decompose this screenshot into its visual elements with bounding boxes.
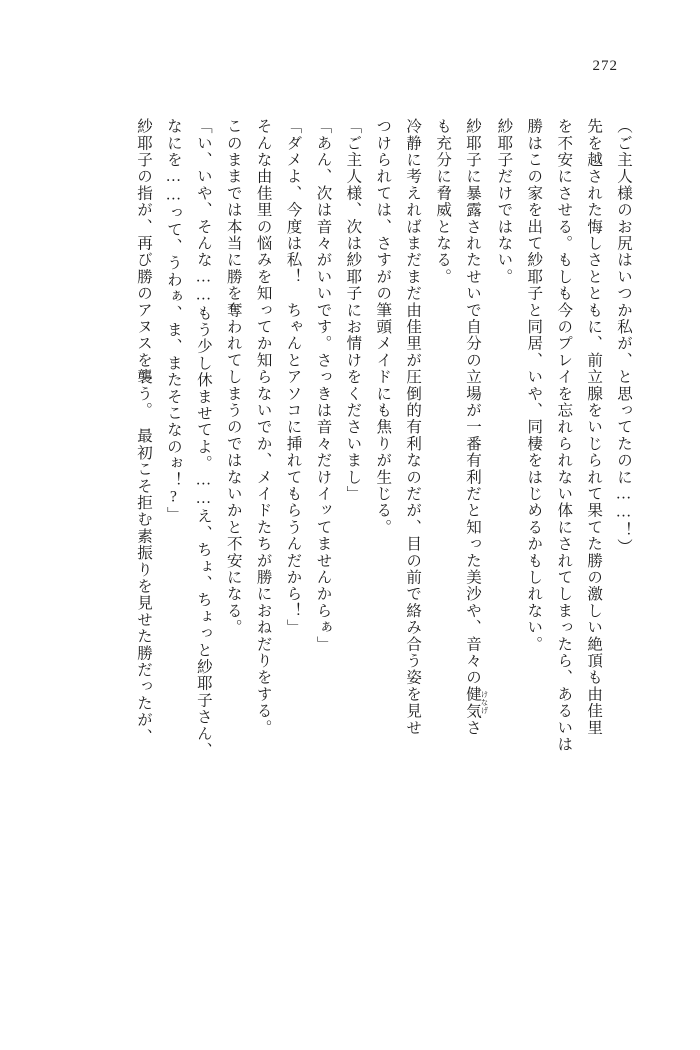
body-line: 先を越された悔しさとともに、前立腺をいじられて果てた勝の激しい絶頂も由佳里 [585, 118, 603, 736]
body-line: このままでは本当に勝を奪われてしまうのではないかと不安になる。 [224, 118, 242, 636]
body-line: 「ご主人様、次は紗耶子にお情けをくださいまし」 [344, 118, 362, 503]
body-line: なにを……って、うわぁ、ま、またそこなのぉ！?」 [164, 118, 182, 524]
body-line: を不安にさせる。もしも今のプレイを忘れられない体にされてしまったら、あるいは [555, 118, 573, 753]
body-line: 「あん、次は音々がいいです。さっきは音々だけイッてませんからぁ」 [314, 118, 332, 653]
body-line: そんな由佳里の悩みを知ってか知らないでか、メイドたちが勝におねだりをする。 [254, 118, 272, 736]
page-number: 272 [592, 58, 618, 74]
body-line: 「ダメよ、今度は私！ ちゃんとアソコに挿れてもらうんだから！」 [284, 118, 302, 636]
body-line: 「い、いや、そんな……もう少し休ませてよ。……え、ちょ、ちょっと紗耶子さん、 [194, 118, 212, 759]
ruby-kenage: 健気 けなげ [463, 685, 489, 720]
body-line: 冷静に考えればまだまだ由佳里が圧倒的有利なのだが、目の前で絡み合う姿を見せ [404, 118, 422, 736]
body-line: 紗耶子だけではない。 [495, 118, 513, 285]
body-line: （ご主人様のお尻はいつか私が、と思ってたのに……！） [615, 118, 632, 556]
body-line: つけられては、さすがの筆頭メイドにも焦りが生じる。 [374, 118, 392, 536]
body-line-with-ruby: 紗耶子に暴露されたせいで自分の立場が一番有利だと知った美沙や、音々の健気 けなげさ [463, 118, 489, 736]
page-body-text [62, 118, 638, 956]
body-paragraph [128, 118, 638, 956]
body-line: も充分に脅威となる。 [434, 118, 452, 285]
body-line: 紗耶子の指が、再び勝のアヌスを襲う。 最初こそ拒む素振りを見せた勝だったが、 [135, 118, 152, 745]
body-line: 勝はこの家を出て紗耶子と同居、いや、同棲をはじめるかもしれない。 [525, 118, 543, 653]
